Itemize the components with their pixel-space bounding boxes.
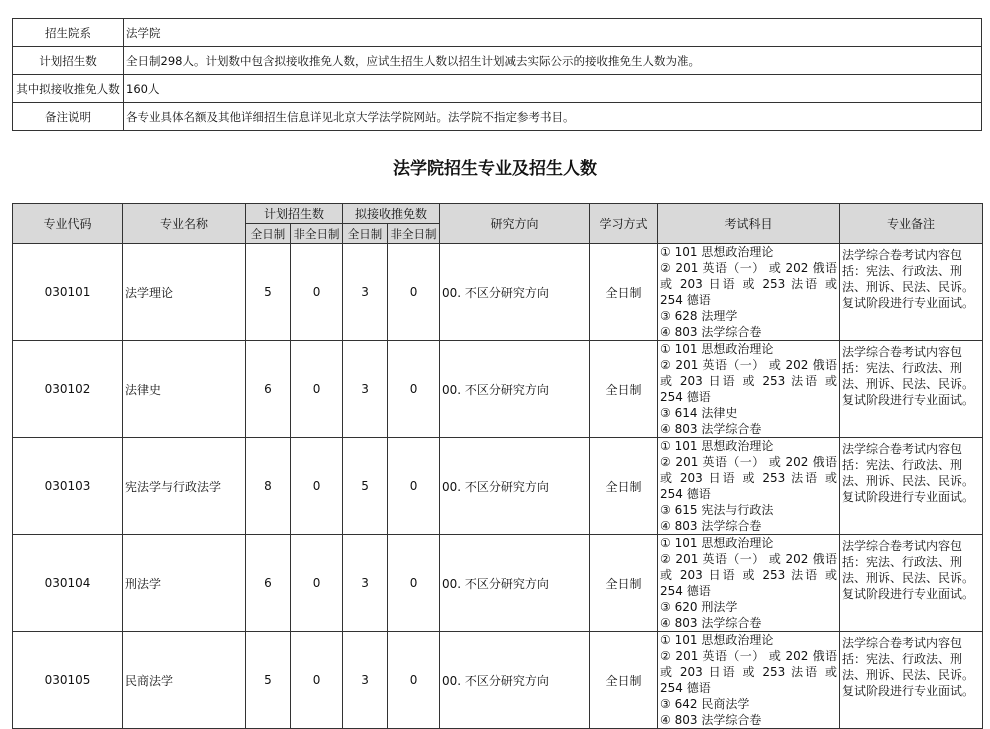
exam-subjects xyxy=(658,632,840,729)
exempt-full-time: 3 xyxy=(343,535,388,632)
exam-subject: ② 201 英语（一） 或 202 俄语 或 203 日语 或 253 法语 或 254 德语 xyxy=(660,455,838,501)
exam-subject: ④ 803 法学综合卷 xyxy=(660,422,762,436)
major-code: 030103 xyxy=(13,438,123,535)
study-mode: 全日制 xyxy=(590,632,658,729)
header-direction: 研究方向 xyxy=(440,204,590,244)
major-name: 民商法学 xyxy=(123,632,246,729)
plan-full-time: 6 xyxy=(246,341,291,438)
exam-subject: ① 101 思想政治理论 xyxy=(660,245,774,259)
exam-subjects xyxy=(658,438,840,535)
page-title: 法学院招生专业及招生人数 xyxy=(393,159,597,179)
plan-full-time: 6 xyxy=(246,535,291,632)
major-name: 刑法学 xyxy=(123,535,246,632)
header-subjects: 考试科目 xyxy=(658,204,840,244)
info-value: 全日制298人。计划数中包含拟接收推免人数，应试生招生人数以招生计划减去实际公示的接收推免生人数为准。 xyxy=(124,47,982,75)
exam-subject: ③ 615 宪法与行政法 xyxy=(660,503,774,517)
major-note: 法学综合卷考试内容包括：宪法、行政法、刑法、刑诉、民法、民诉。复试阶段进行专业面试。 xyxy=(840,244,983,341)
header-code: 专业代码 xyxy=(13,204,123,244)
table-row xyxy=(13,244,983,341)
plan-part-time: 0 xyxy=(291,244,343,341)
study-mode: 全日制 xyxy=(590,244,658,341)
exam-subject: ④ 803 法学综合卷 xyxy=(660,325,762,339)
exam-subject: ② 201 英语（一） 或 202 俄语 或 203 日语 或 253 法语 或 254 德语 xyxy=(660,649,838,695)
exam-subject: ④ 803 法学综合卷 xyxy=(660,713,762,727)
info-label: 招生院系 xyxy=(13,19,124,47)
exam-subject: ② 201 英语（一） 或 202 俄语 或 203 日语 或 253 法语 或 254 德语 xyxy=(660,358,838,404)
exam-subjects xyxy=(658,341,840,438)
exam-subject: ③ 628 法理学 xyxy=(660,309,738,323)
info-row xyxy=(13,75,982,103)
header-exempt-part-time: 非全日制 xyxy=(388,224,440,244)
table-row xyxy=(13,632,983,729)
info-row xyxy=(13,103,982,131)
exempt-full-time: 3 xyxy=(343,244,388,341)
research-direction: 00. 不区分研究方向 xyxy=(440,341,590,438)
exam-subject: ① 101 思想政治理论 xyxy=(660,439,774,453)
table-row xyxy=(13,438,983,535)
major-name: 法律史 xyxy=(123,341,246,438)
exam-subject: ① 101 思想政治理论 xyxy=(660,633,774,647)
info-value: 160人 xyxy=(124,75,982,103)
info-row xyxy=(13,47,982,75)
plan-full-time: 5 xyxy=(246,632,291,729)
exempt-full-time: 5 xyxy=(343,438,388,535)
study-mode: 全日制 xyxy=(590,535,658,632)
major-name: 宪法学与行政法学 xyxy=(123,438,246,535)
major-note: 法学综合卷考试内容包括：宪法、行政法、刑法、刑诉、民法、民诉。复试阶段进行专业面试。 xyxy=(840,341,983,438)
header-exempt: 拟接收推免数 xyxy=(343,204,440,224)
header-name: 专业名称 xyxy=(123,204,246,244)
research-direction: 00. 不区分研究方向 xyxy=(440,244,590,341)
major-note: 法学综合卷考试内容包括：宪法、行政法、刑法、刑诉、民法、民诉。复试阶段进行专业面试。 xyxy=(840,438,983,535)
research-direction: 00. 不区分研究方向 xyxy=(440,438,590,535)
exempt-part-time: 0 xyxy=(388,632,440,729)
major-name: 法学理论 xyxy=(123,244,246,341)
major-code: 030101 xyxy=(13,244,123,341)
major-note: 法学综合卷考试内容包括：宪法、行政法、刑法、刑诉、民法、民诉。复试阶段进行专业面试。 xyxy=(840,535,983,632)
exam-subject: ④ 803 法学综合卷 xyxy=(660,519,762,533)
major-code: 030104 xyxy=(13,535,123,632)
exam-subjects xyxy=(658,244,840,341)
info-value: 法学院 xyxy=(124,19,982,47)
exam-subject: ② 201 英语（一） 或 202 俄语 或 203 日语 或 253 法语 或 254 德语 xyxy=(660,261,838,307)
exempt-full-time: 3 xyxy=(343,632,388,729)
header-plan-part-time: 非全日制 xyxy=(291,224,343,244)
table-row xyxy=(13,535,983,632)
exam-subject: ③ 614 法律史 xyxy=(660,406,738,420)
exam-subject: ③ 620 刑法学 xyxy=(660,600,738,614)
exam-subject: ① 101 思想政治理论 xyxy=(660,342,774,356)
exam-subject: ② 201 英语（一） 或 202 俄语 或 203 日语 或 253 法语 或 254 德语 xyxy=(660,552,838,598)
header-mode: 学习方式 xyxy=(590,204,658,244)
header-plan: 计划招生数 xyxy=(246,204,343,224)
research-direction: 00. 不区分研究方向 xyxy=(440,535,590,632)
study-mode: 全日制 xyxy=(590,341,658,438)
header-row xyxy=(13,204,983,224)
exempt-part-time: 0 xyxy=(388,341,440,438)
major-table xyxy=(12,203,983,729)
exempt-part-time: 0 xyxy=(388,535,440,632)
plan-part-time: 0 xyxy=(291,438,343,535)
exam-subject: ① 101 思想政治理论 xyxy=(660,536,774,550)
header-exempt-full-time: 全日制 xyxy=(343,224,388,244)
research-direction: 00. 不区分研究方向 xyxy=(440,632,590,729)
plan-part-time: 0 xyxy=(291,632,343,729)
info-label: 备注说明 xyxy=(13,103,124,131)
study-mode: 全日制 xyxy=(590,438,658,535)
info-label: 其中拟接收推免人数 xyxy=(13,75,124,103)
exam-subject: ④ 803 法学综合卷 xyxy=(660,616,762,630)
plan-full-time: 5 xyxy=(246,244,291,341)
table-row xyxy=(13,341,983,438)
header-plan-full-time: 全日制 xyxy=(246,224,291,244)
exempt-full-time: 3 xyxy=(343,341,388,438)
header-note: 专业备注 xyxy=(840,204,983,244)
plan-part-time: 0 xyxy=(291,535,343,632)
plan-full-time: 8 xyxy=(246,438,291,535)
exempt-part-time: 0 xyxy=(388,438,440,535)
major-note: 法学综合卷考试内容包括：宪法、行政法、刑法、刑诉、民法、民诉。复试阶段进行专业面试。 xyxy=(840,632,983,729)
exam-subjects xyxy=(658,535,840,632)
info-label: 计划招生数 xyxy=(13,47,124,75)
info-row xyxy=(13,19,982,47)
plan-part-time: 0 xyxy=(291,341,343,438)
exempt-part-time: 0 xyxy=(388,244,440,341)
info-value: 各专业具体名额及其他详细招生信息详见北京大学法学院网站。法学院不指定参考书目。 xyxy=(124,103,982,131)
admission-info-table xyxy=(12,18,982,131)
major-code: 030105 xyxy=(13,632,123,729)
major-code: 030102 xyxy=(13,341,123,438)
exam-subject: ③ 642 民商法学 xyxy=(660,697,750,711)
